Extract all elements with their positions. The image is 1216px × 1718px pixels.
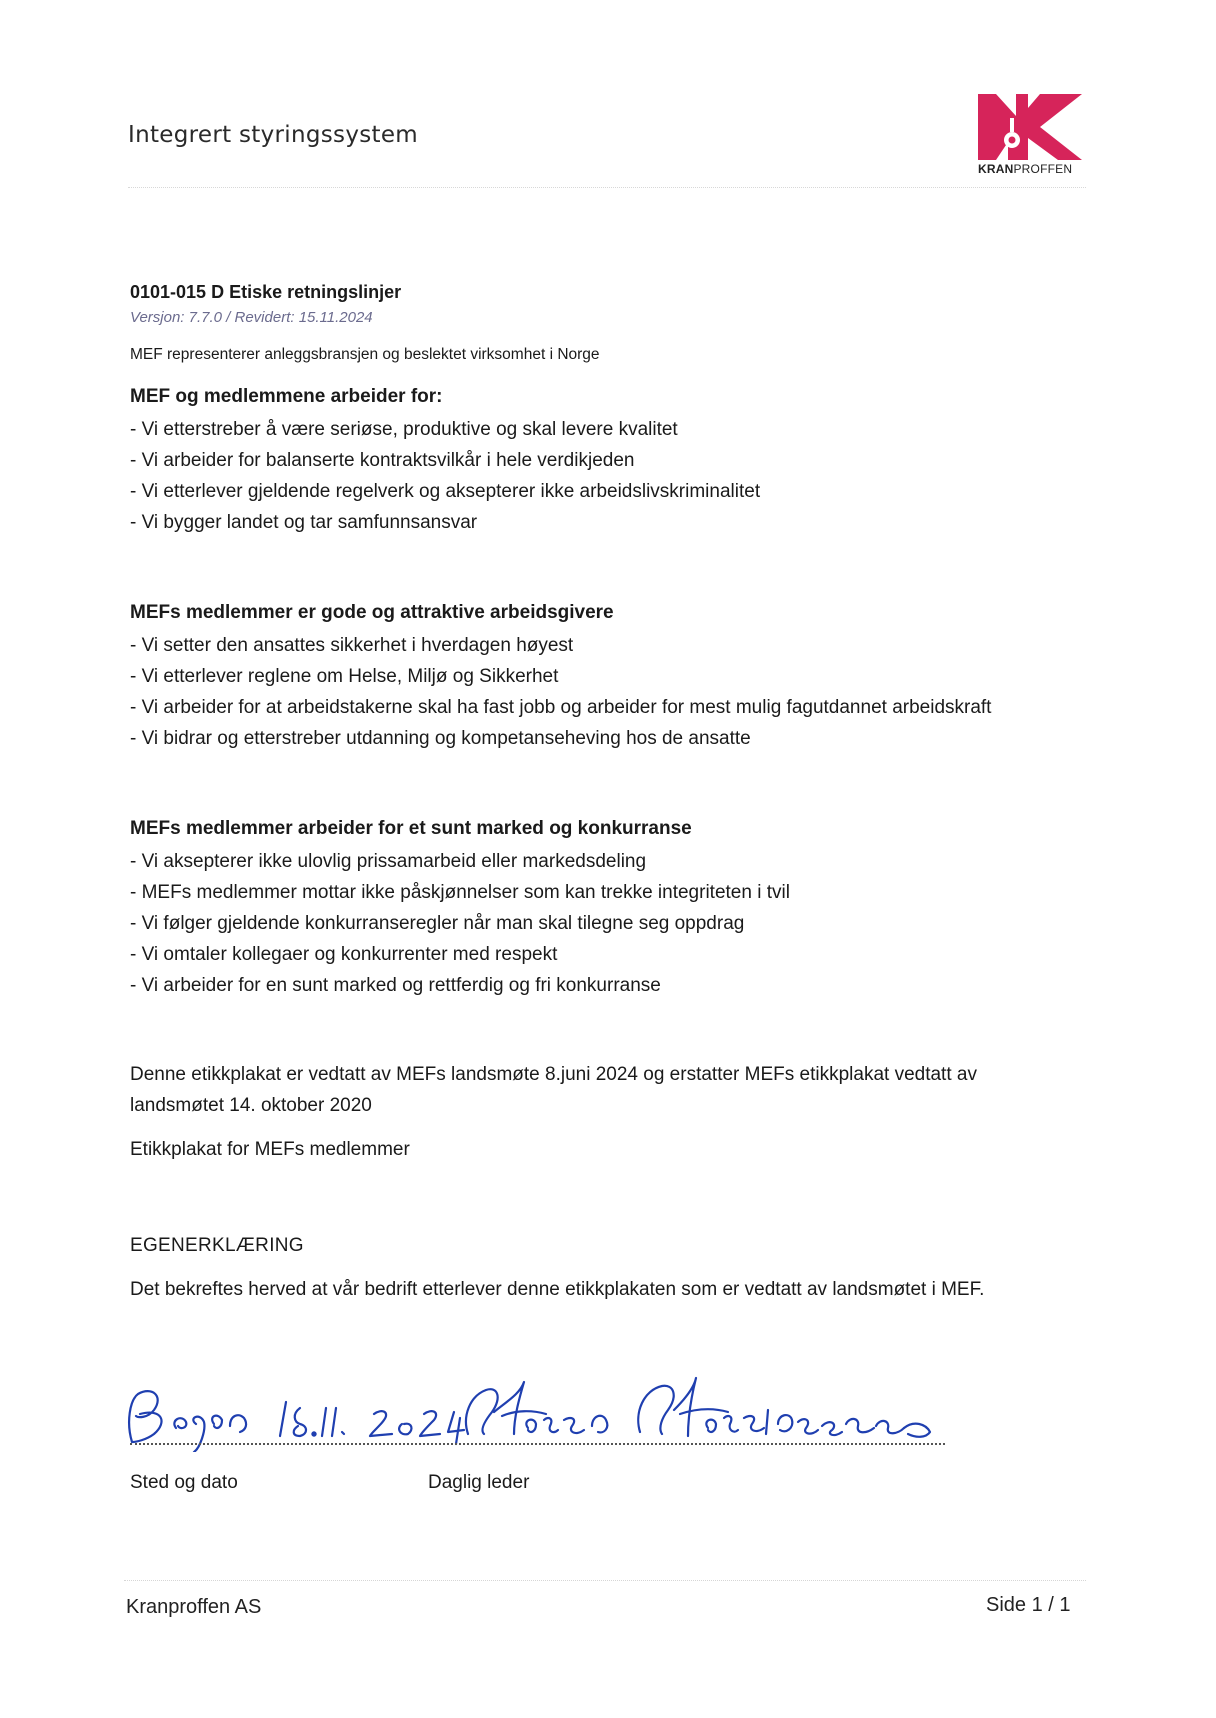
section-list	[130, 630, 1090, 754]
section-list	[130, 414, 1090, 538]
list-item: - Vi etterstreber å være seriøse, produktive og skal levere kvalitet	[130, 419, 678, 440]
section-heading: MEFs medlemmer arbeider for et sunt marked og konkurranse	[130, 818, 692, 839]
header-divider	[128, 187, 1086, 188]
list-item: - Vi aksepterer ikke ulovlig prissamarbeid eller markedsdeling	[130, 851, 647, 872]
list-item: - Vi setter den ansattes sikkerhet i hverdagen høyest	[130, 635, 574, 656]
list-item: - Vi følger gjeldende konkurranseregler når man skal tilegne seg oppdrag	[130, 913, 745, 934]
section-list	[130, 846, 1090, 1001]
signature-ink-icon	[118, 1372, 958, 1452]
list-item: - Vi bygger landet og tar samfunnsansvar	[130, 512, 478, 533]
declaration-text: Det bekreftes herved at vår bedrift etterlever denne etikkplakaten som er vedtatt av landsmøtet i MEF.	[130, 1279, 985, 1300]
section-heading: MEFs medlemmer er gode og attraktive arbeidsgivere	[130, 602, 614, 623]
closing-paragraph: Denne etikkplakat er vedtatt av MEFs landsmøte 8.juni 2024 og erstatter MEFs etikkplakat vedtatt av landsmøtet 14. oktober 2020	[130, 1064, 977, 1116]
document-version: Versjon: 7.7.0 / Revidert: 15.11.2024	[130, 309, 373, 326]
header-title: Integrert styringssystem	[128, 122, 418, 148]
footer-page-number: Side 1 / 1	[986, 1594, 1071, 1616]
declaration-title: EGENERKLÆRING	[130, 1235, 304, 1256]
section-mef-and-members	[130, 386, 1090, 538]
signature-line	[130, 1443, 945, 1445]
list-item: - Vi bidrar og etterstreber utdanning og kompetanseheving hos de ansatte	[130, 728, 751, 749]
document-body	[130, 282, 1090, 1301]
manager-label: Daglig leder	[428, 1472, 530, 1493]
company-logo	[978, 94, 1086, 180]
list-item: - Vi arbeider for en sunt marked og rettferdig og fri konkurranse	[130, 975, 661, 996]
footer-company: Kranproffen AS	[126, 1596, 262, 1618]
closing-subtitle: Etikkplakat for MEFs medlemmer	[130, 1139, 410, 1160]
list-item: - Vi etterlever reglene om Helse, Miljø og Sikkerhet	[130, 666, 559, 687]
section-good-employers	[130, 602, 1090, 754]
section-heading: MEF og medlemmene arbeider for:	[130, 386, 443, 407]
section-healthy-market	[130, 818, 1090, 1001]
document-title: 0101-015 D Etiske retningslinjer	[130, 282, 402, 302]
handwritten-signature	[118, 1372, 958, 1482]
kranproffen-logo-icon	[978, 94, 1082, 160]
list-item: - Vi omtaler kollegaer og konkurrenter med respekt	[130, 944, 558, 965]
footer-divider	[124, 1580, 1086, 1581]
logo-wordmark: KRANPROFFEN	[978, 162, 1073, 176]
list-item: - Vi arbeider for balanserte kontraktsvilkår i hele verdikjeden	[130, 450, 635, 471]
list-item: - MEFs medlemmer mottar ikke påskjønnelser som kan trekke integriteten i tvil	[130, 882, 790, 903]
place-date-label: Sted og dato	[130, 1472, 238, 1493]
list-item: - Vi etterlever gjeldende regelverk og aksepterer ikke arbeidslivskriminalitet	[130, 481, 761, 502]
list-item: - Vi arbeider for at arbeidstakerne skal ha fast jobb og arbeider for mest mulig fagutdannet arbeidskraft	[130, 697, 992, 718]
intro-text: MEF representerer anleggsbransjen og beslektet virksomhet i Norge	[130, 346, 600, 363]
